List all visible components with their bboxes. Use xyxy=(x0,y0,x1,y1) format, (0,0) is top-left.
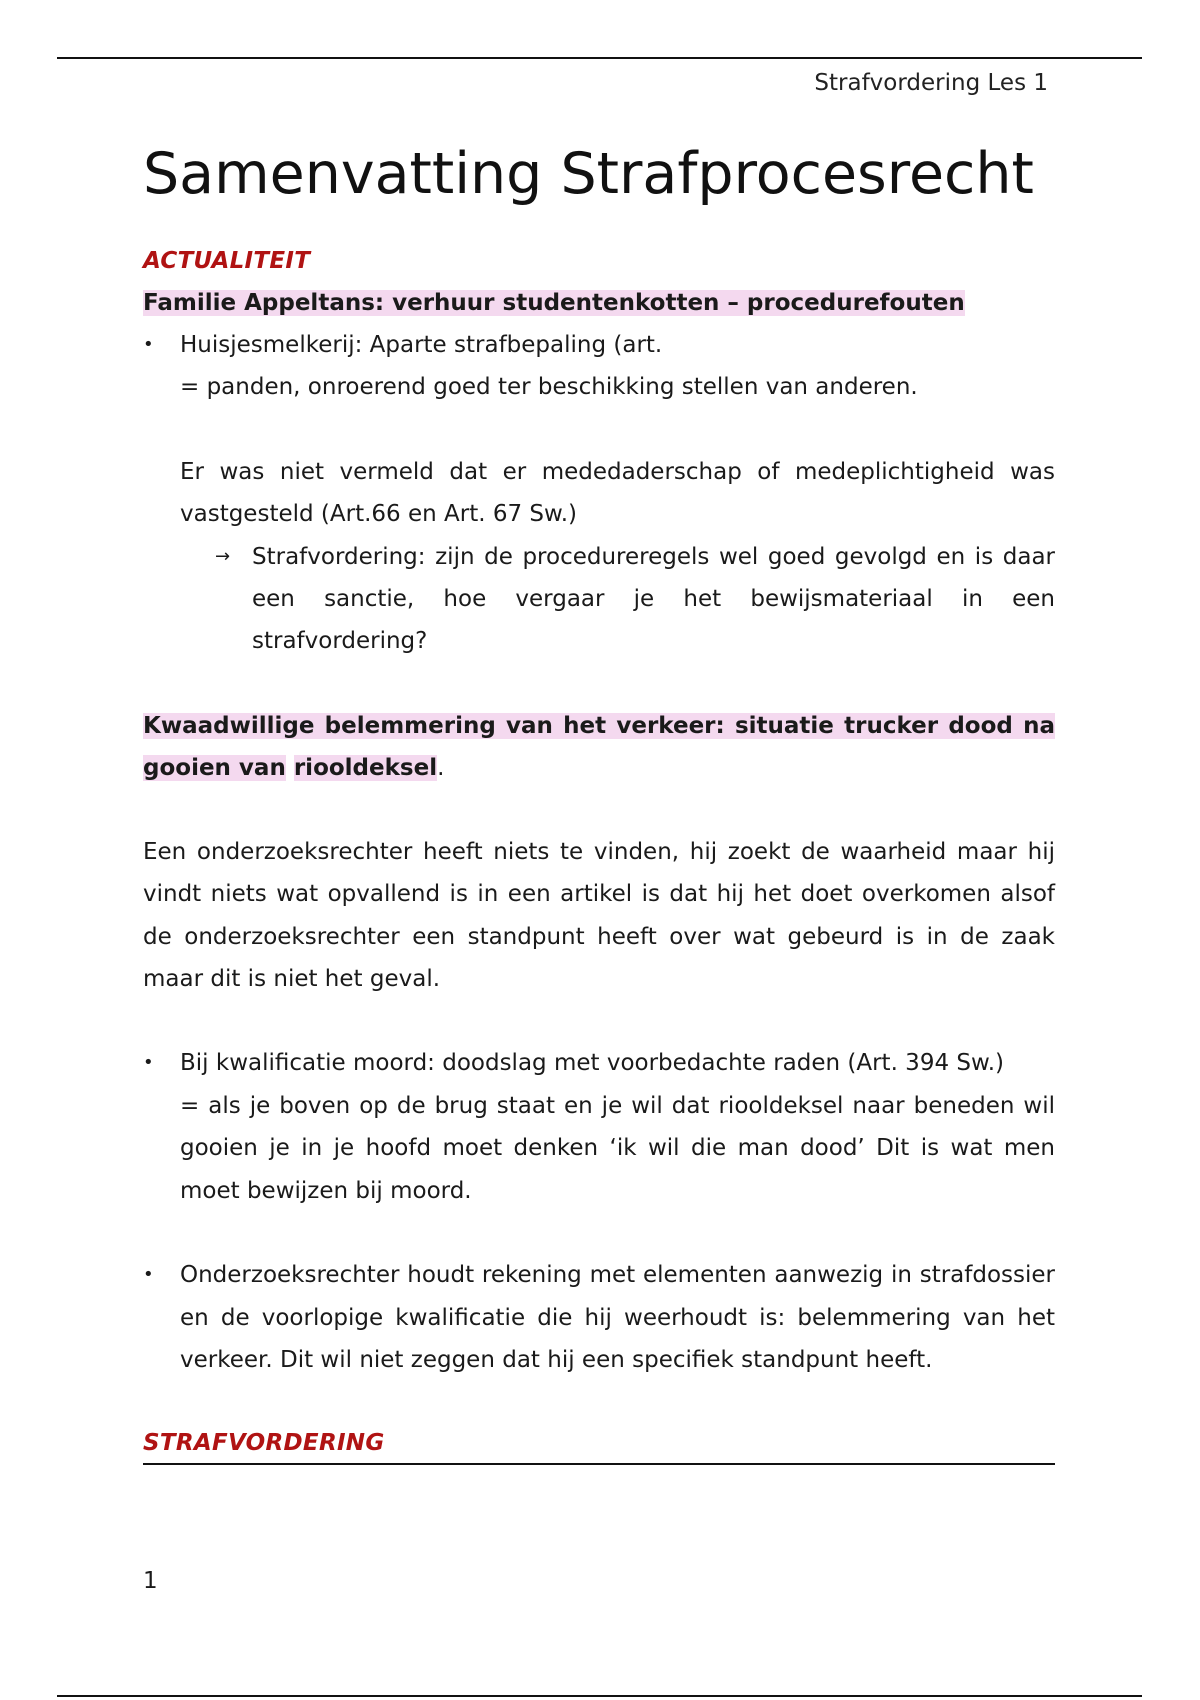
topic-title-appeltans xyxy=(143,282,1055,324)
footer-rule xyxy=(57,1695,1142,1697)
spacer xyxy=(143,789,1055,831)
bullet-icon: • xyxy=(143,1264,154,1286)
topic-title-belemmering xyxy=(143,705,1055,789)
highlighted-topic-text: Kwaadwillige belemmering van het verkeer: situatie trucker dood na gooien van xyxy=(143,712,1055,781)
running-header: Strafvordering Les 1 xyxy=(814,70,1048,96)
header-rule xyxy=(57,57,1142,59)
spacer xyxy=(143,1381,1055,1423)
paragraph-mededaderschap: Er was niet vermeld dat er mededaderschap of medeplichtigheid was vastgesteld (Art.66 en Art. 67 Sw.) xyxy=(180,458,1055,528)
spacer xyxy=(143,663,1055,705)
document-body xyxy=(143,140,1055,1465)
bullet-icon: • xyxy=(143,334,154,355)
list-item xyxy=(143,1042,1055,1084)
bullet-continuation: = panden, onroerend goed ter beschikking stellen van anderen. xyxy=(180,374,918,401)
arrow-point-text: Strafvordering: zijn de procedureregels wel goed gevolgd en is daar een sanctie, hoe vergaar je het bewijsmateriaal in een strafvordering? xyxy=(252,543,1055,655)
spacer xyxy=(143,1000,1055,1042)
bullet-list-appeltans xyxy=(143,324,1055,366)
page-number: 1 xyxy=(143,1568,158,1594)
highlighted-topic-text: Familie Appeltans: verhuur studentenkotten – procedurefouten xyxy=(143,290,965,316)
section-heading-actualiteit: ACTUALITEIT xyxy=(143,248,311,274)
bullet-icon: • xyxy=(143,1052,154,1074)
arrow-point xyxy=(143,536,1055,663)
spacer xyxy=(143,1212,1055,1254)
arrow-right-icon: → xyxy=(215,545,231,567)
highlighted-topic-word: riooldeksel xyxy=(293,754,438,781)
bullet-text: Bij kwalificatie moord: doodslag met voorbedachte raden (Art. 394 Sw.) xyxy=(180,1050,1004,1077)
bullet-text: Huisjesmelkerij: Aparte strafbepaling (art. xyxy=(180,332,663,358)
bullet-text: Onderzoeksrechter houdt rekening met elementen aanwezig in strafdossier en de voorlopige kwalificatie die hij weerhoudt is: belemmering van het verkeer. Dit wil niet zeggen dat hij een specifiek standpunt heeft. xyxy=(180,1262,1055,1373)
list-item xyxy=(143,1254,1055,1381)
paragraph-onderzoeksrechter: Een onderzoeksrechter heeft niets te vinden, hij zoekt de waarheid maar hij vindt niets wat opvallend is in een artikel is dat hij het doet overkomen alsof de onderzoeksrechter een standpunt heeft over wat gebeurd is in de zaak maar dit is niet het geval. xyxy=(143,838,1055,993)
section-heading-strafvordering: STRAFVORDERING xyxy=(143,1423,1055,1465)
bullet-list-kwalificatie xyxy=(143,1254,1055,1381)
topic-title-period: . xyxy=(437,754,445,781)
bullet-list-moord xyxy=(143,1042,1055,1084)
list-item xyxy=(143,324,1055,366)
spacer xyxy=(143,409,1055,451)
document-title: Samenvatting Strafprocesrecht xyxy=(143,141,1034,207)
bullet-continuation: = als je boven op de brug staat en je wil dat riooldeksel naar beneden wil gooien je in je hoofd moet denken ‘ik wil die man dood’ Dit is wat men moet bewijzen bij moord. xyxy=(180,1092,1055,1204)
